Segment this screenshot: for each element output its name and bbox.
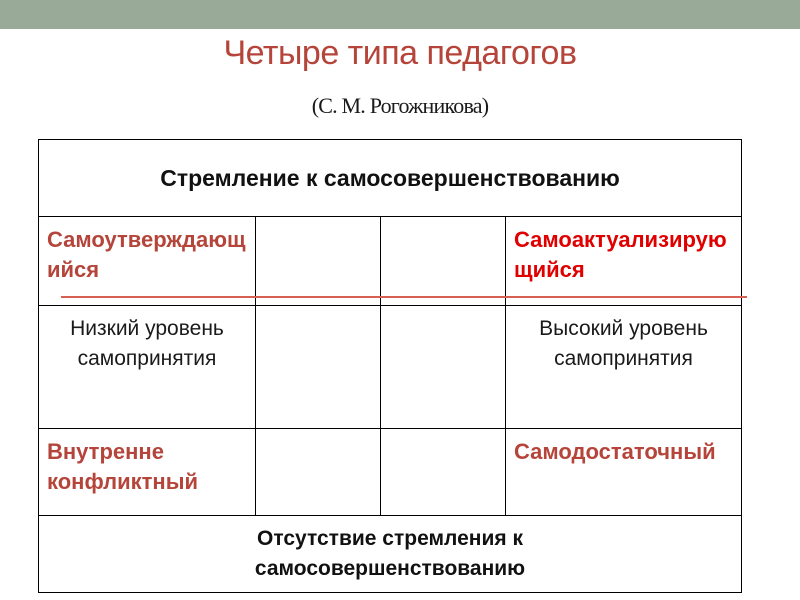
teacher-types-table bbox=[38, 139, 742, 593]
table-row bbox=[39, 429, 742, 516]
empty-cell bbox=[256, 217, 381, 306]
empty-cell bbox=[256, 429, 381, 516]
type-self-actualizing: Самоактуализирующийся bbox=[506, 217, 742, 306]
top-bar bbox=[0, 0, 800, 29]
empty-cell bbox=[381, 429, 506, 516]
table-header-row bbox=[39, 140, 742, 217]
level-high: Высокий уровень самопринятия bbox=[506, 306, 742, 429]
empty-cell bbox=[381, 217, 506, 306]
type-internally-conflicted: Внутренне конфликтный bbox=[39, 429, 256, 516]
table-row bbox=[39, 306, 742, 429]
table-footer-row bbox=[39, 516, 742, 593]
table-row bbox=[39, 217, 742, 306]
empty-cell bbox=[381, 306, 506, 429]
table-header: Стремление к самосовершенствованию bbox=[39, 140, 742, 217]
table-footer: Отсутствие стремления к самосовершенствованию bbox=[39, 516, 742, 593]
type-self-affirming: Самоутверждающийся bbox=[39, 217, 256, 306]
divider-line bbox=[61, 296, 747, 298]
slide-subtitle: (С. М. Рогожникова) bbox=[311, 93, 489, 118]
type-self-sufficient: Самодостаточный bbox=[506, 429, 742, 516]
slide-title: Четыре типа педагогов bbox=[223, 34, 577, 72]
level-low: Низкий уровень самопринятия bbox=[39, 306, 256, 429]
empty-cell bbox=[256, 306, 381, 429]
